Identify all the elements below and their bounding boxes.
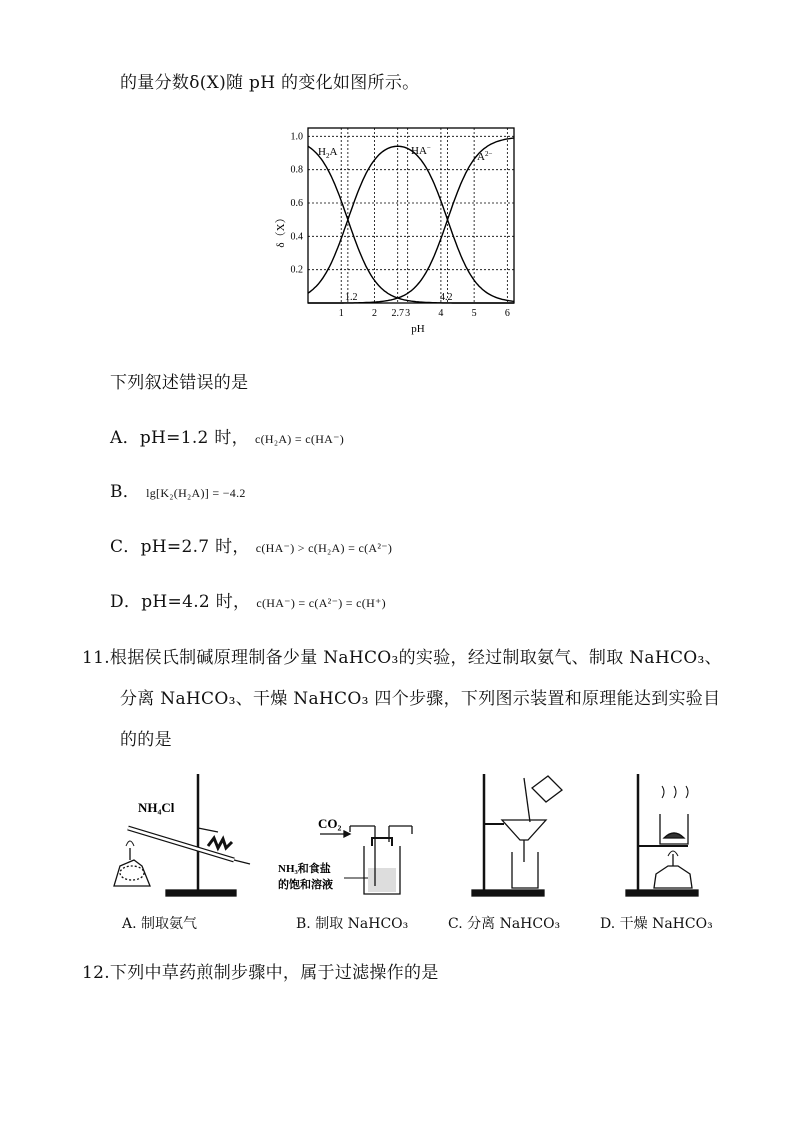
x-axis-label: pH bbox=[411, 323, 425, 335]
option-a[interactable] bbox=[110, 423, 344, 448]
x-tick-label: 2.7 bbox=[391, 308, 404, 319]
option-d-prefix: D．pH=4.2 时， bbox=[110, 592, 251, 612]
option-a-prefix: A．pH=1.2 时， bbox=[110, 428, 249, 448]
series-label-h2a: $H_2A$ bbox=[318, 146, 338, 160]
x-tick-label: 4 bbox=[438, 308, 444, 319]
apparatus-c bbox=[472, 774, 562, 896]
option-c[interactable] bbox=[110, 532, 392, 557]
apparatus-d bbox=[626, 774, 698, 896]
intro-text: 的量分数δ(X)随 pH 的变化如图所示。 bbox=[120, 73, 420, 93]
x-tick-label: 3 bbox=[405, 308, 411, 319]
apparatus-figure bbox=[100, 768, 740, 908]
apparatus-a bbox=[114, 774, 250, 896]
option-b-prefix: B． bbox=[110, 482, 141, 502]
speciation-chart bbox=[270, 120, 530, 350]
x-tick-label: 1 bbox=[338, 308, 344, 319]
question-11-line-2: 分离 NaHCO₃、干燥 NaHCO₃ 四个步骤，下列图示装置和原理能达到实验目 bbox=[120, 689, 721, 709]
y-tick-label: 0.2 bbox=[290, 264, 303, 276]
caption-a: A. 制取氨气 bbox=[122, 916, 198, 932]
apparatus-b bbox=[320, 826, 412, 894]
apparatus-b-co2: CO₂ bbox=[318, 816, 342, 831]
option-b[interactable] bbox=[110, 477, 246, 502]
x-tick-label: 6 bbox=[504, 308, 510, 319]
series-h2a-line bbox=[308, 146, 514, 303]
annotation-4-2: 4.2 bbox=[440, 292, 453, 303]
series-label-ha: HA− bbox=[411, 144, 431, 157]
annotation-1-2: 1.2 bbox=[345, 292, 358, 303]
apparatus-b-solution-2: 的饱和溶液 bbox=[278, 879, 333, 891]
x-tick-label: 2 bbox=[371, 308, 377, 319]
caption-c: C. 分离 NaHCO₃ bbox=[448, 916, 561, 932]
x-tick-label: 5 bbox=[471, 308, 477, 319]
y-tick-label: 1.0 bbox=[290, 131, 303, 143]
caption-b: B. 制取 NaHCO₃ bbox=[296, 916, 409, 932]
question-10-stem: 下列叙述错误的是 bbox=[110, 373, 249, 393]
y-tick-label: 0.8 bbox=[290, 164, 303, 176]
option-b-formula: lg[K₂(H₂A)] = −4.2 bbox=[146, 486, 246, 500]
question-11-line-3: 的的是 bbox=[120, 730, 172, 750]
option-d[interactable] bbox=[110, 587, 386, 612]
option-a-formula: c(H₂A) = c(HA⁻) bbox=[254, 432, 345, 446]
question-11-line-1: 11.根据侯氏制碱原理制备少量 NaHCO₃的实验，经过制取氨气、制取 NaHCO₃、 bbox=[82, 648, 722, 668]
option-c-formula: c(HA⁻) > c(H₂A) = c(A²⁻) bbox=[255, 541, 393, 555]
y-tick-label: 0.6 bbox=[290, 198, 303, 209]
y-axis-label: δ（X） bbox=[275, 212, 287, 248]
apparatus-b-solution-1: NH₃和食盐 bbox=[278, 863, 331, 875]
option-c-prefix: C．pH=2.7 时， bbox=[110, 537, 250, 557]
y-tick-label: 0.4 bbox=[290, 231, 303, 243]
option-d-formula: c(HA⁻) = c(A²⁻) = c(H⁺) bbox=[256, 596, 386, 610]
question-12-stem: 12.下列中草药煎制步骤中，属于过滤操作的是 bbox=[82, 963, 439, 983]
apparatus-a-label: NH₄Cl bbox=[138, 800, 175, 815]
caption-d: D. 干燥 NaHCO₃ bbox=[600, 916, 713, 932]
series-label-a2: $A^{2-}$ bbox=[477, 150, 493, 163]
series-ha-line bbox=[308, 146, 514, 301]
